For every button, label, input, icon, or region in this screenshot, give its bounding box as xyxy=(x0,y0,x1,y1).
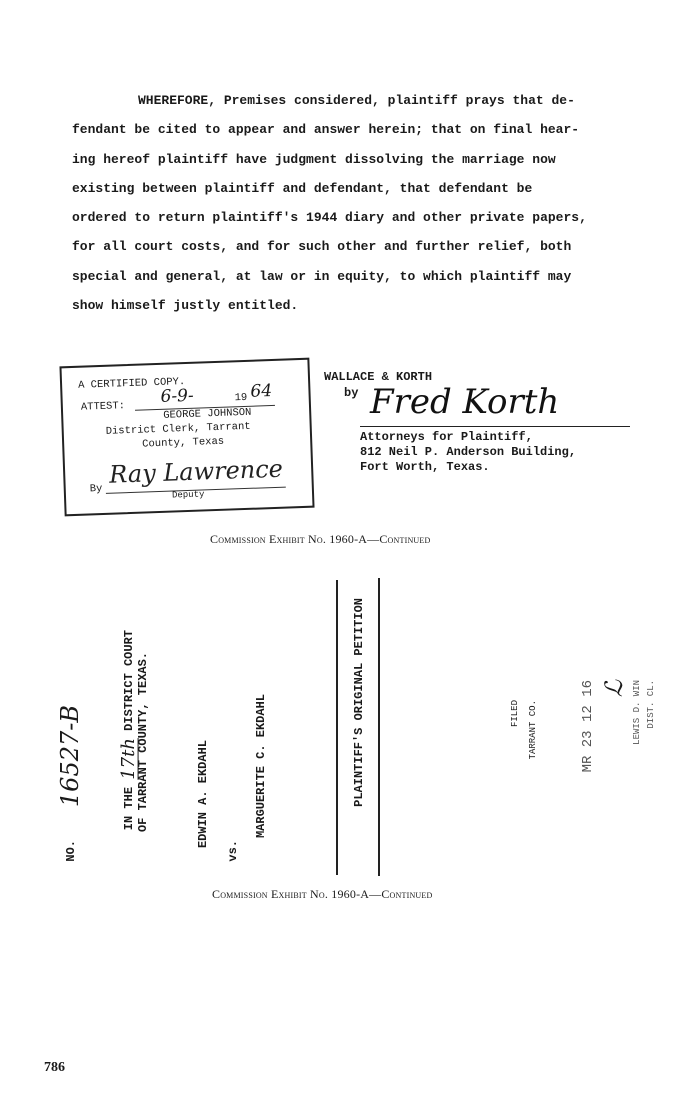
attorney-address-line2: Fort Worth, Texas. xyxy=(360,460,490,474)
page-number: 786 xyxy=(44,1060,65,1075)
year-prefix: 19 xyxy=(234,391,248,405)
certified-copy-stamp xyxy=(59,358,314,517)
clerk-title-line1: District Clerk, Tarrant xyxy=(105,420,251,438)
filed-clerk-name: LEWIS D. WIN xyxy=(632,680,642,745)
body-line: existing between plaintiff and defendant, that defendant be xyxy=(72,180,533,196)
case-number: 16527-B xyxy=(56,705,84,808)
backer-rule-left xyxy=(336,580,338,875)
court-line2: OF TARRANT COUNTY, TEXAS. xyxy=(136,652,150,833)
court-number: 17th xyxy=(118,738,139,780)
deputy-label: Deputy xyxy=(171,489,205,501)
clerk-name: GEORGE JOHNSON xyxy=(163,406,252,422)
attorney-role: Attorneys for Plaintiff, xyxy=(360,430,533,444)
body-line: WHEREFORE, Premises considered, plaintiff prays that de- xyxy=(138,93,575,108)
body-line: ing hereof plaintiff have judgment dissolving the marriage now xyxy=(72,151,556,167)
vs-label: vs. xyxy=(226,840,240,862)
filed-clerk-title: DIST. CL. xyxy=(646,680,656,729)
exhibit-caption-top: Commission Exhibit No. 1960-A—Continued xyxy=(210,532,431,546)
stamp-heading: A CERTIFIED COPY. xyxy=(77,376,186,392)
filed-label: FILED xyxy=(510,700,520,728)
body-line: ordered to return plaintiff's 1944 diary and other private papers, xyxy=(72,210,587,226)
no-label: NO. xyxy=(64,840,78,862)
attorney-signature: Fred Korth xyxy=(370,382,560,422)
document-title: PLAINTIFF'S ORIGINAL PETITION xyxy=(352,598,366,807)
prayer-paragraph xyxy=(72,86,642,320)
firm-name: WALLACE & KORTH xyxy=(324,370,433,384)
court-prefix: IN THE xyxy=(122,786,136,831)
backer-rule-right xyxy=(378,578,380,876)
attest-year: 64 xyxy=(250,381,273,402)
filed-county: TARRANT CO. xyxy=(528,700,538,760)
filed-date: MR 23 12 16 xyxy=(580,680,596,773)
by-word: by xyxy=(344,386,359,400)
defendant-name: MARGUERITE C. EKDAHL xyxy=(254,694,268,839)
by-label: By xyxy=(89,482,103,496)
body-line: fendant be cited to appear and answer herein; that on final hear- xyxy=(72,122,580,138)
court-suffix: DISTRICT COURT xyxy=(122,630,136,731)
attest-label: ATTEST: xyxy=(80,400,126,414)
filed-signature-mark: ℒ xyxy=(600,680,628,698)
body-line: show himself justly entitled. xyxy=(72,298,299,314)
signature-rule xyxy=(360,426,630,427)
body-line: for all court costs, and for such other and further relief, both xyxy=(72,239,572,255)
clerk-title-line2: County, Texas xyxy=(142,435,225,451)
body-line: special and general, at law or in equity, to which plaintiff may xyxy=(72,268,572,284)
exhibit-caption-bottom: Commission Exhibit No. 1960-A—Continued xyxy=(212,887,433,901)
deputy-signature: Ray Lawrence xyxy=(108,454,284,489)
attest-date: 6-9- xyxy=(160,385,195,407)
attorney-address-line1: 812 Neil P. Anderson Building, xyxy=(360,445,577,459)
plaintiff-name: EDWIN A. EKDAHL xyxy=(196,740,210,849)
